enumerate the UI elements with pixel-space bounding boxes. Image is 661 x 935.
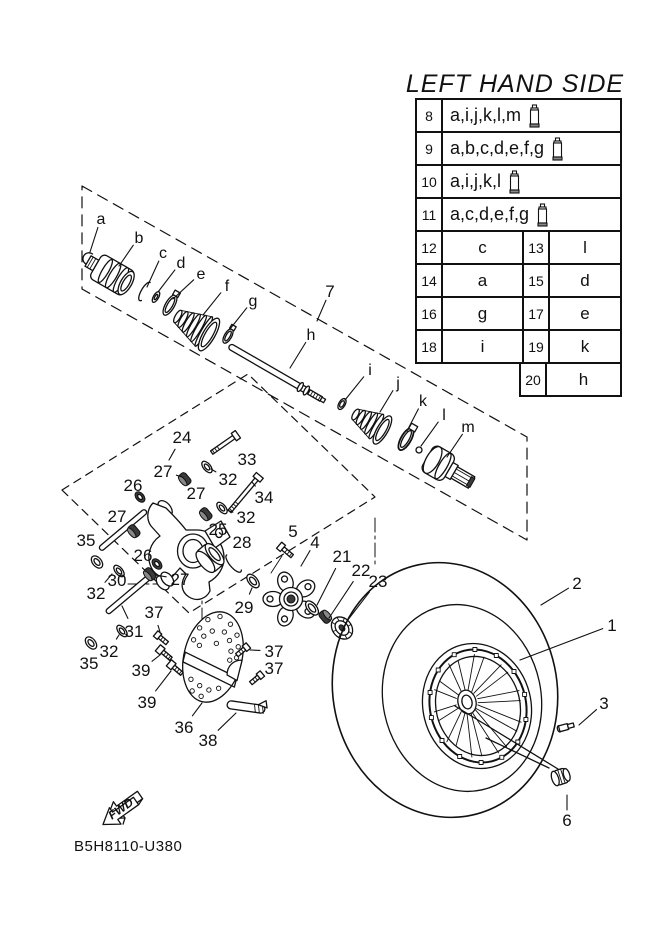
table-row bbox=[415, 329, 622, 364]
callout-label-22: 22 bbox=[351, 561, 371, 580]
leader-line-l bbox=[421, 422, 438, 446]
callout-label-32: 32 bbox=[86, 584, 106, 603]
callout-label-a: a bbox=[96, 211, 106, 228]
callout-label-2: 2 bbox=[572, 574, 582, 593]
part-b-joint-housing bbox=[81, 249, 138, 298]
callout-label-25: 25 bbox=[208, 520, 228, 539]
row-number: 13 bbox=[522, 230, 550, 265]
callout-label-g: g bbox=[248, 293, 258, 310]
callout-label-37: 37 bbox=[264, 659, 284, 678]
table-row bbox=[415, 131, 622, 166]
row-letter: e bbox=[548, 296, 622, 331]
row-number: 17 bbox=[522, 296, 550, 331]
callout-label-32: 32 bbox=[236, 508, 256, 527]
callout-label-32: 32 bbox=[218, 470, 238, 489]
leader-line-24 bbox=[169, 449, 175, 460]
part-3-valve bbox=[557, 722, 575, 733]
callout-label-5: 5 bbox=[288, 522, 298, 541]
callout-label-3: 3 bbox=[599, 694, 609, 713]
callout-label-h: h bbox=[306, 327, 316, 344]
part-6-lug-nut bbox=[550, 767, 572, 787]
part-39-screw bbox=[155, 645, 173, 662]
grease-tube-icon bbox=[528, 104, 541, 128]
callout-label-d: d bbox=[176, 255, 186, 272]
row-number: 11 bbox=[415, 197, 443, 232]
row-letter: k bbox=[548, 329, 622, 364]
row-number: 9 bbox=[415, 131, 443, 166]
part-c-snap-ring bbox=[136, 281, 151, 302]
callout-label-l: l bbox=[442, 407, 446, 424]
row-letter: i bbox=[441, 329, 524, 364]
leader-line-31 bbox=[122, 606, 128, 618]
leader-line-38 bbox=[218, 713, 236, 730]
drawing-number: B5H8110-U380 bbox=[74, 838, 183, 855]
leader-line-h bbox=[290, 343, 306, 369]
part-d-washer bbox=[151, 291, 162, 304]
part-k-clamp bbox=[395, 422, 418, 452]
part-32-washer bbox=[200, 459, 214, 474]
callout-label-26: 26 bbox=[123, 476, 143, 495]
callout-label-37: 37 bbox=[264, 642, 284, 661]
callout-label-39: 39 bbox=[131, 661, 151, 680]
part-4-wheel-hub bbox=[255, 563, 327, 633]
callout-label-34: 34 bbox=[254, 488, 274, 507]
table-row bbox=[415, 164, 622, 199]
callout-label-j: j bbox=[396, 375, 400, 392]
leader-line-3 bbox=[579, 710, 597, 725]
callout-label-21: 21 bbox=[332, 547, 352, 566]
part-29-washer bbox=[244, 572, 261, 590]
leader-line-m bbox=[447, 434, 462, 457]
leader-line-a bbox=[90, 228, 98, 253]
row-number: 18 bbox=[415, 329, 443, 364]
part-f-boot bbox=[166, 299, 223, 353]
page-title: LEFT HAND SIDE bbox=[405, 70, 625, 98]
leader-line-23 bbox=[347, 592, 369, 621]
row-letter: h bbox=[545, 362, 622, 397]
row-letters-cell bbox=[441, 164, 622, 199]
part-g-clamp bbox=[221, 324, 237, 345]
callout-label-38: 38 bbox=[198, 731, 218, 750]
row-letters: a,c,d,e,f,g bbox=[450, 204, 530, 224]
callout-label-35: 35 bbox=[79, 654, 99, 673]
leader-line-21 bbox=[317, 569, 336, 606]
callout-label-27: 27 bbox=[153, 462, 173, 481]
callout-label-c: c bbox=[159, 245, 167, 262]
leader-line-36 bbox=[192, 703, 202, 716]
row-number: 10 bbox=[415, 164, 443, 199]
row-number: 12 bbox=[415, 230, 443, 265]
grease-apply-table bbox=[415, 98, 622, 397]
row-letter: l bbox=[548, 230, 622, 265]
leader-line-g bbox=[230, 308, 247, 329]
row-letter: d bbox=[548, 263, 622, 298]
callout-label-e: e bbox=[196, 266, 206, 283]
table-row bbox=[415, 230, 622, 265]
leader-line-32 bbox=[116, 635, 119, 639]
leader-line-1 bbox=[520, 629, 603, 660]
part-28-snap-ring bbox=[224, 554, 242, 574]
callout-label-33: 33 bbox=[237, 450, 257, 469]
callout-label-27: 27 bbox=[107, 507, 127, 526]
row-letter: a bbox=[441, 263, 524, 298]
callout-label-k: k bbox=[419, 393, 427, 410]
part-m-joint bbox=[419, 444, 479, 496]
leader-line-e bbox=[173, 280, 194, 299]
leader-line-29 bbox=[249, 588, 252, 594]
part-32-washer bbox=[215, 500, 229, 515]
part-l-ring bbox=[416, 447, 422, 453]
callout-label-23: 23 bbox=[368, 572, 388, 591]
callout-label-32: 32 bbox=[99, 642, 119, 661]
table-empty-gap bbox=[415, 362, 519, 397]
table-row-last bbox=[415, 362, 622, 397]
row-number: 16 bbox=[415, 296, 443, 331]
part-h-shaft bbox=[227, 342, 327, 406]
row-number: 8 bbox=[415, 98, 443, 133]
part-37-screw bbox=[249, 671, 265, 686]
callout-label-29: 29 bbox=[234, 598, 254, 617]
part-22-nut bbox=[318, 608, 334, 624]
callout-label-36: 36 bbox=[174, 718, 194, 737]
part-33-bolt bbox=[209, 431, 240, 457]
row-letters-cell bbox=[441, 98, 622, 133]
callout-label-7: 7 bbox=[325, 282, 335, 301]
table-row bbox=[415, 296, 622, 331]
position-line-to-nut bbox=[455, 706, 558, 769]
fwd-arrow-label: FWD bbox=[105, 795, 136, 823]
leader-line-i bbox=[345, 377, 364, 400]
callout-label-i: i bbox=[368, 362, 372, 379]
callout-label-m: m bbox=[461, 419, 475, 436]
row-letters-cell bbox=[441, 197, 622, 232]
callout-label-b: b bbox=[134, 230, 144, 247]
leader-line-c bbox=[147, 261, 159, 287]
leader-line-2 bbox=[541, 588, 569, 605]
leader-line-4 bbox=[301, 551, 310, 566]
callout-label-f: f bbox=[224, 278, 230, 295]
callout-label-39: 39 bbox=[137, 693, 157, 712]
callout-label-24: 24 bbox=[172, 428, 192, 447]
rim-spokes bbox=[434, 655, 521, 758]
callout-label-37: 37 bbox=[144, 603, 164, 622]
fwd-arrow-icon bbox=[103, 791, 143, 824]
part-35-nut bbox=[89, 554, 105, 571]
row-number: 20 bbox=[519, 362, 547, 397]
part-35-nut bbox=[83, 635, 99, 652]
grease-tube-icon bbox=[551, 137, 564, 161]
callout-label-35: 35 bbox=[76, 531, 96, 550]
grease-tube-icon bbox=[536, 203, 549, 227]
callout-label-27: 27 bbox=[170, 570, 190, 589]
leader-line-39 bbox=[156, 671, 171, 691]
row-number: 19 bbox=[522, 329, 550, 364]
callout-label-27: 27 bbox=[186, 484, 206, 503]
table-row bbox=[415, 98, 622, 133]
row-number: 15 bbox=[522, 263, 550, 298]
part-38-bracket bbox=[227, 695, 268, 713]
callout-label-26: 26 bbox=[133, 546, 153, 565]
row-letters: a,b,c,d,e,f,g bbox=[450, 138, 545, 158]
callout-label-6: 6 bbox=[562, 811, 572, 830]
knuckle-assembly bbox=[62, 374, 375, 714]
row-letters: a,i,j,k,l bbox=[450, 171, 502, 191]
table-row bbox=[415, 263, 622, 298]
part-36-brake-shield bbox=[174, 605, 253, 708]
grease-tube-icon bbox=[508, 170, 521, 194]
rim-bolt-tabs bbox=[428, 648, 528, 765]
part-37-screw bbox=[153, 631, 169, 646]
leader-line-d bbox=[158, 270, 175, 292]
callout-label-31: 31 bbox=[124, 622, 144, 641]
row-letter: c bbox=[441, 230, 524, 265]
callout-label-28: 28 bbox=[232, 533, 252, 552]
leader-line-7 bbox=[317, 300, 326, 321]
row-letters: a,i,j,k,l,m bbox=[450, 105, 522, 125]
leader-line-j bbox=[380, 391, 393, 412]
table-row bbox=[415, 197, 622, 232]
callout-label-30: 30 bbox=[107, 571, 127, 590]
callout-label-4: 4 bbox=[310, 533, 320, 552]
row-letters-cell bbox=[441, 131, 622, 166]
row-letter: g bbox=[441, 296, 524, 331]
part-j-boot bbox=[345, 399, 395, 446]
leader-line-b bbox=[119, 245, 133, 266]
leader-line-22 bbox=[329, 582, 353, 618]
callout-label-1: 1 bbox=[607, 616, 617, 635]
leader-line-39 bbox=[152, 655, 160, 661]
leader-line-f bbox=[203, 293, 221, 315]
row-number: 14 bbox=[415, 263, 443, 298]
